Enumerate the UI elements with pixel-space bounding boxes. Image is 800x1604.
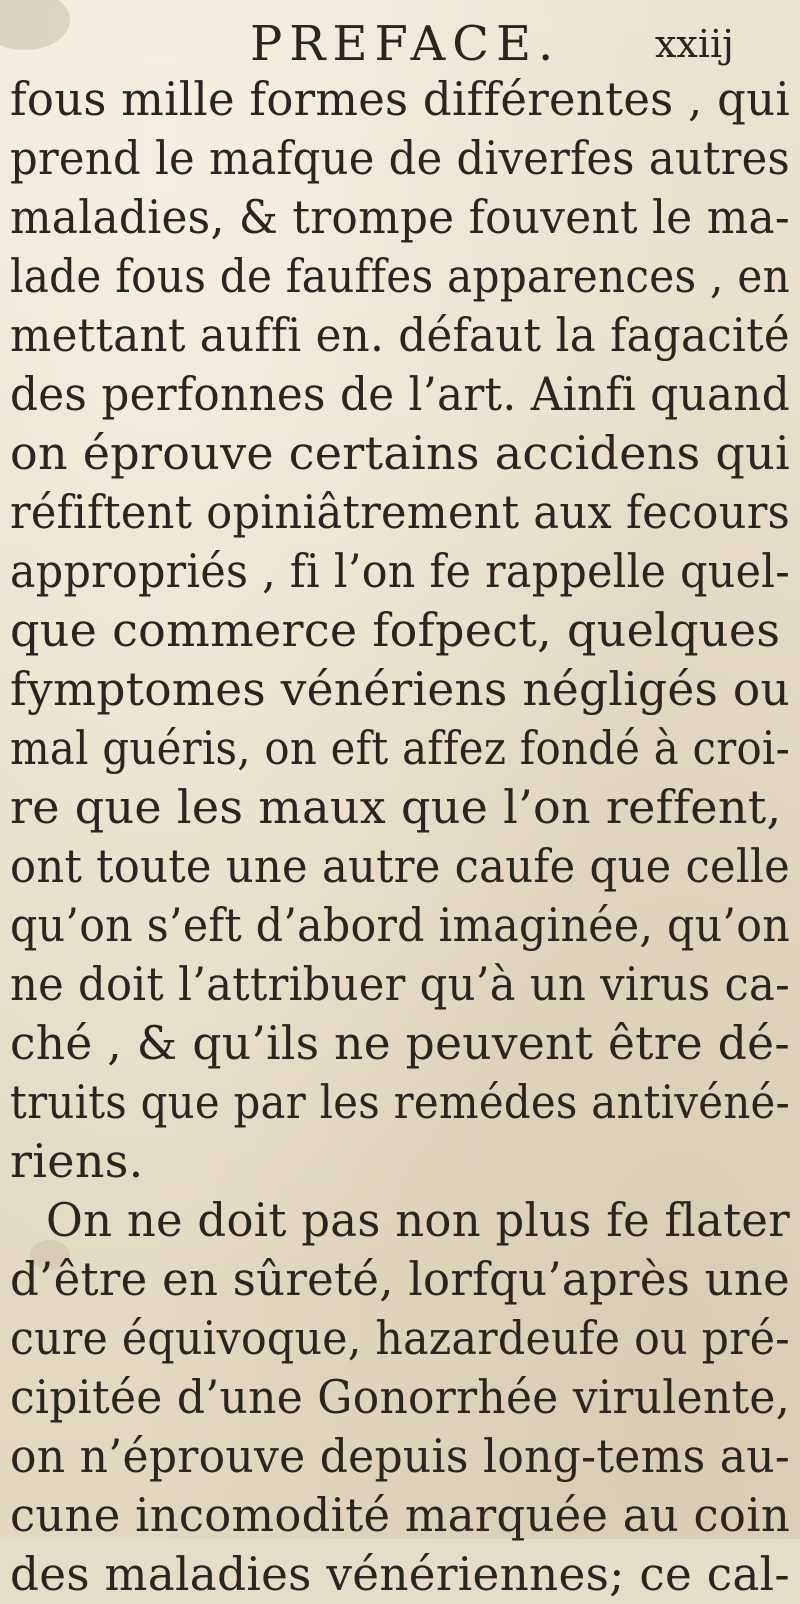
text-line: mal guéris, on eft affez fondé à croi- (10, 721, 790, 775)
text-line: on n’éprouve depuis long-tems au- (10, 1429, 790, 1483)
text-line: lade fous de fauffes apparences , en (10, 249, 790, 303)
text-line: maladies, & trompe fouvent le ma- (10, 190, 790, 244)
text-line: mettant auffi en. défaut la fagacité (10, 308, 790, 362)
text-line: d’être en sûreté, lorfqu’après une (10, 1252, 790, 1306)
text-line: fymptomes vénériens négligés ou (10, 662, 790, 716)
text-line: des perfonnes de l’art. Ainfi quand (10, 367, 790, 421)
text-line: des maladies vénériennes; ce cal- (10, 1547, 790, 1601)
text-line: appropriés , fi l’on fe rappelle quel- (10, 544, 790, 598)
text-line: réfiftent opiniâtrement aux fecours (10, 485, 790, 539)
text-line: riens. (10, 1134, 144, 1188)
text-line: cipitée d’une Gonorrhée virulente, (10, 1370, 790, 1424)
text-line: ont toute une autre caufe que celle (10, 839, 790, 893)
text-line: prend le mafque de diverfes autres (10, 131, 790, 185)
text-line: fous mille formes différentes , qui (10, 72, 790, 126)
page-number: xxiij (655, 22, 734, 66)
text-line: truits que par les remédes antivéné- (10, 1075, 790, 1129)
body-text (10, 70, 790, 1604)
text-line: qu’on s’eft d’abord imaginée, qu’on (10, 898, 790, 952)
text-line: cune incomodité marquée au coin (10, 1488, 790, 1542)
running-title: PREFACE. (250, 16, 561, 72)
text-line: ché , & qu’ils ne peuvent être dé- (10, 1016, 790, 1070)
paragraph-start-line: On ne doit pas non plus fe flater (46, 1193, 790, 1247)
text-line: on éprouve certains accidens qui (10, 426, 790, 480)
text-line: que commerce fofpect, quelques (10, 603, 781, 657)
text-line: cure équivoque, hazardeufe ou pré- (10, 1311, 790, 1365)
text-line: re que les maux que l’on reffent, (10, 780, 782, 834)
text-line: ne doit l’attribuer qu’à un virus ca- (10, 957, 790, 1011)
